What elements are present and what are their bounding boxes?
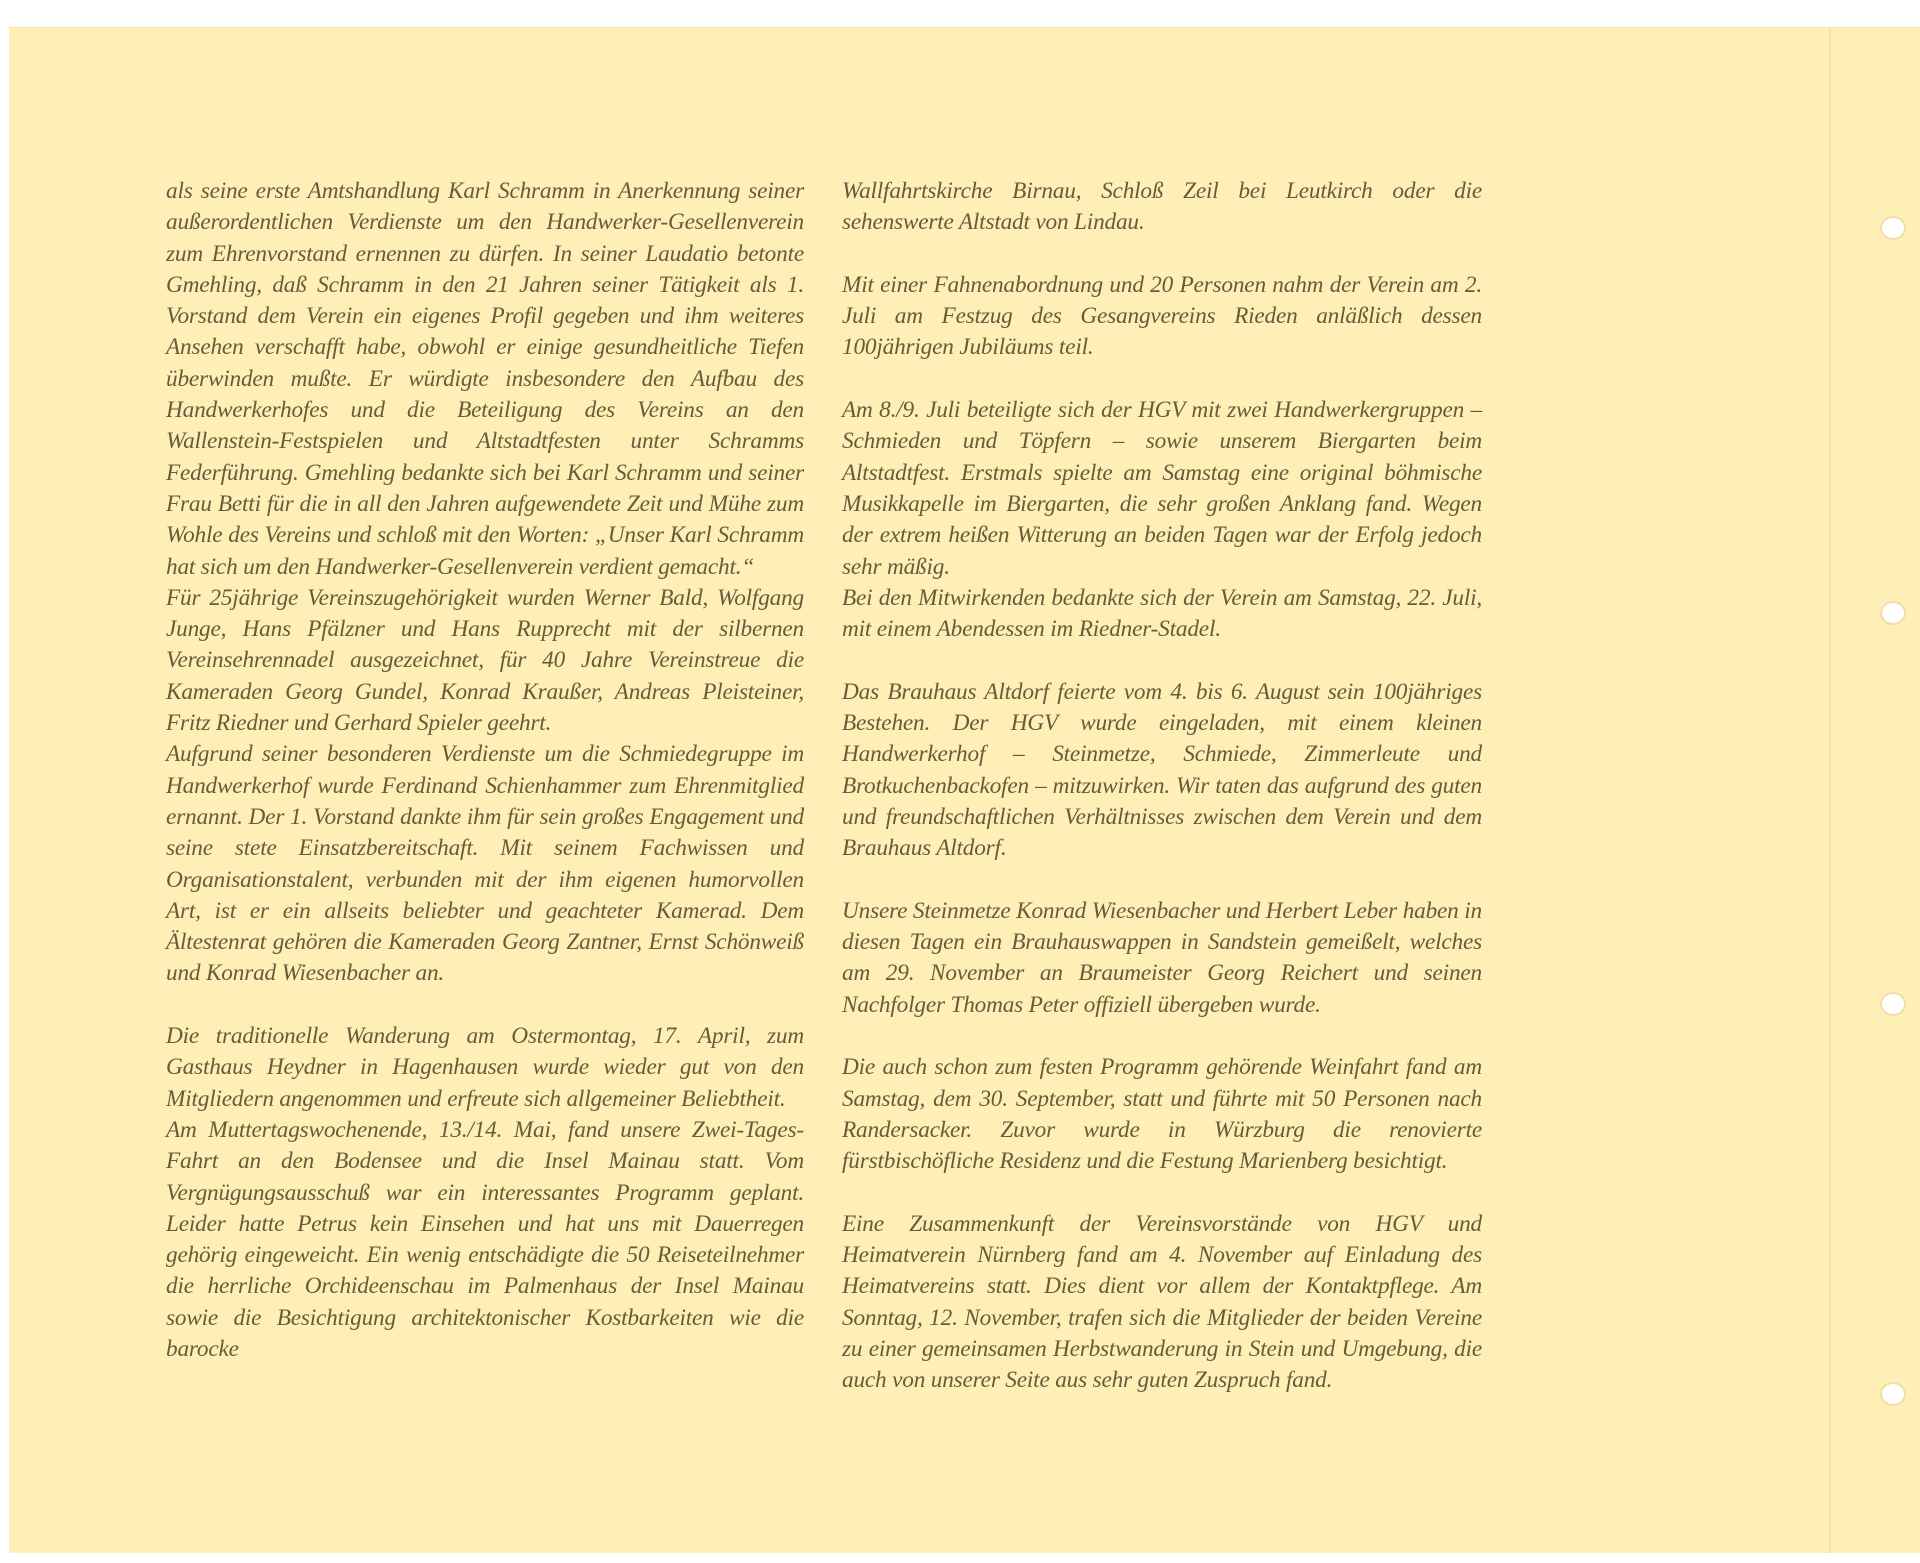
paragraph: Das Brauhaus Altdorf feierte vom 4. bis 6. August sein 100jähriges Bestehen. Der HGV wurde eingeladen, mit einem kleinen Handwerkerhof – Steinmetze, Schmiede, Zimmerleute und Brotkuchenbackofen – mitzuwirken. Wir taten das aufgrund des guten und freundschaftlichen Verhältnisses zwischen dem Verein und dem Brauhaus Altdorf.	[842, 678, 1482, 862]
paragraph: als seine erste Amtshandlung Karl Schramm in Anerkennung seiner außerordentlichen Verdienste um den Handwerker-Gesellenverein zum Ehrenvorstand ernennen zu dürfen. In seiner Laudatio betonte Gmehling, daß Schramm in den 21 Jahren seiner Tätigkeit als 1. Vorstand dem Verein ein eigenes Profil gegeben und ihm weiteres Ansehen verschafft habe, obwohl er einige gesundheitliche Tiefen überwinden mußte. Er würdigte insbesondere den Aufbau des Handwerkerhofes und die Beteiligung des Vereins an den Wallenstein-Festspielen und Altstadtfesten unter Schramms Federführung. Gmehling bedankte sich bei Karl Schramm und seiner Frau Betti für die in all den Jahren aufgewendete Zeit und Mühe zum Wohle des Vereins und schloß mit den Worten: „Unser Karl Schramm hat sich um den Handwerker-Gesellenverein verdient gemacht.“	[166, 178, 804, 580]
paragraph: Wallfahrtskirche Birnau, Schloß Zeil bei Leutkirch oder die sehenswerte Altstadt von Lindau.	[842, 178, 1482, 236]
paragraph: Am Muttertagswochenende, 13./14. Mai, fand unsere Zwei-Tages-Fahrt an den Bodensee und die Insel Mainau statt. Vom Vergnügungsausschuß war ein interessantes Programm geplant. Leider hatte Petrus kein Einsehen und hat uns mit Dauerregen gehörig eingeweicht. Ein wenig entschädigte die 50 Reiseteilnehmer die herrliche Orchideenschau im Palmenhaus der Insel Mainau sowie die Besichtigung architektonischer Kostbarkeiten wie die barocke	[166, 1116, 804, 1362]
punch-hole-icon	[1882, 218, 1904, 238]
paragraph: Eine Zusammenkunft der Vereinsvorstände von HGV und Heimatverein Nürnberg fand am 4. November auf Einladung des Heimatvereins statt. Dies dient vor allem der Kontaktpflege. Am Sonntag, 12. November, trafen sich die Mitglieder der beiden Vereine zu einer gemeinsamen Herbstwanderung in Stein und Umgebung, die auch von unserer Seite aus sehr guten Zuspruch fand.	[842, 1210, 1482, 1394]
scanned-page	[9, 27, 1920, 1553]
left-column	[166, 176, 804, 1365]
paragraph: Am 8./9. Juli beteiligte sich der HGV mit zwei Handwerkergruppen – Schmieden und Töpfern – sowie unserem Biergarten beim Altstadtfest. Erstmals spielte am Samstag eine original böhmische Musikkapelle im Biergarten, die sehr großen Anklang fand. Wegen der extrem heißen Witterung an beiden Tagen war der Erfolg jedoch sehr mäßig.	[842, 397, 1482, 580]
paragraph: Unsere Steinmetze Konrad Wiesenbacher und Herbert Leber haben in diesen Tagen ein Brauhauswappen in Sandstein gemeißelt, welches am 29. November an Braumeister Georg Reichert und seinen Nachfolger Thomas Peter offiziell übergeben wurde.	[842, 897, 1482, 1018]
paragraph: Aufgrund seiner besonderen Verdienste um die Schmiedegruppe im Handwerkerhof wurde Ferdinand Schienhammer zum Ehrenmitglied ernannt. Der 1. Vorstand dankte ihm für sein großes Engagement und seine stete Einsatzbereitschaft. Mit seinem Fachwissen und Organisationstalent, verbunden mit der ihm eigenen humorvollen Art, ist er ein allseits beliebter und geachteter Kamerad. Dem Ältestenrat gehören die Kameraden Georg Zantner, Ernst Schönweiß und Konrad Wiesenbacher an.	[166, 741, 804, 987]
right-column	[842, 176, 1482, 1397]
paragraph: Für 25jährige Vereinszugehörigkeit wurden Werner Bald, Wolfgang Junge, Hans Pfälzner und Hans Rupprecht mit der silbernen Vereinsehrennadel ausgezeichnet, für 40 Jahre Vereinstreue die Kameraden Georg Gundel, Konrad Kraußer, Andreas Pleisteiner, Fritz Riedner und Gerhard Spieler geehrt.	[166, 584, 804, 737]
fold-line	[1829, 27, 1831, 1553]
paragraph: Mit einer Fahnenabordnung und 20 Personen nahm der Verein am 2. Juli am Festzug des Gesangvereins Rieden anläßlich dessen 100jährigen Jubiläums teil.	[842, 271, 1482, 361]
punch-hole-icon	[1882, 603, 1904, 623]
punch-hole-icon	[1882, 1384, 1904, 1404]
paragraph: Die auch schon zum festen Programm gehörende Weinfahrt fand am Samstag, dem 30. September, statt und führte mit 50 Personen nach Randersacker. Zuvor wurde in Würzburg die renovierte fürstbischöfliche Residenz und die Festung Marienberg besichtigt.	[842, 1054, 1482, 1175]
punch-hole-icon	[1882, 994, 1904, 1014]
paragraph: Bei den Mitwirkenden bedankte sich der Verein am Samstag, 22. Juli, mit einem Abendessen im Riedner-Stadel.	[842, 584, 1482, 643]
paragraph: Die traditionelle Wanderung am Ostermontag, 17. April, zum Gasthaus Heydner in Hagenhausen wurde wieder gut von den Mitgliedern angenommen und erfreute sich allgemeiner Beliebtheit.	[166, 1023, 804, 1112]
